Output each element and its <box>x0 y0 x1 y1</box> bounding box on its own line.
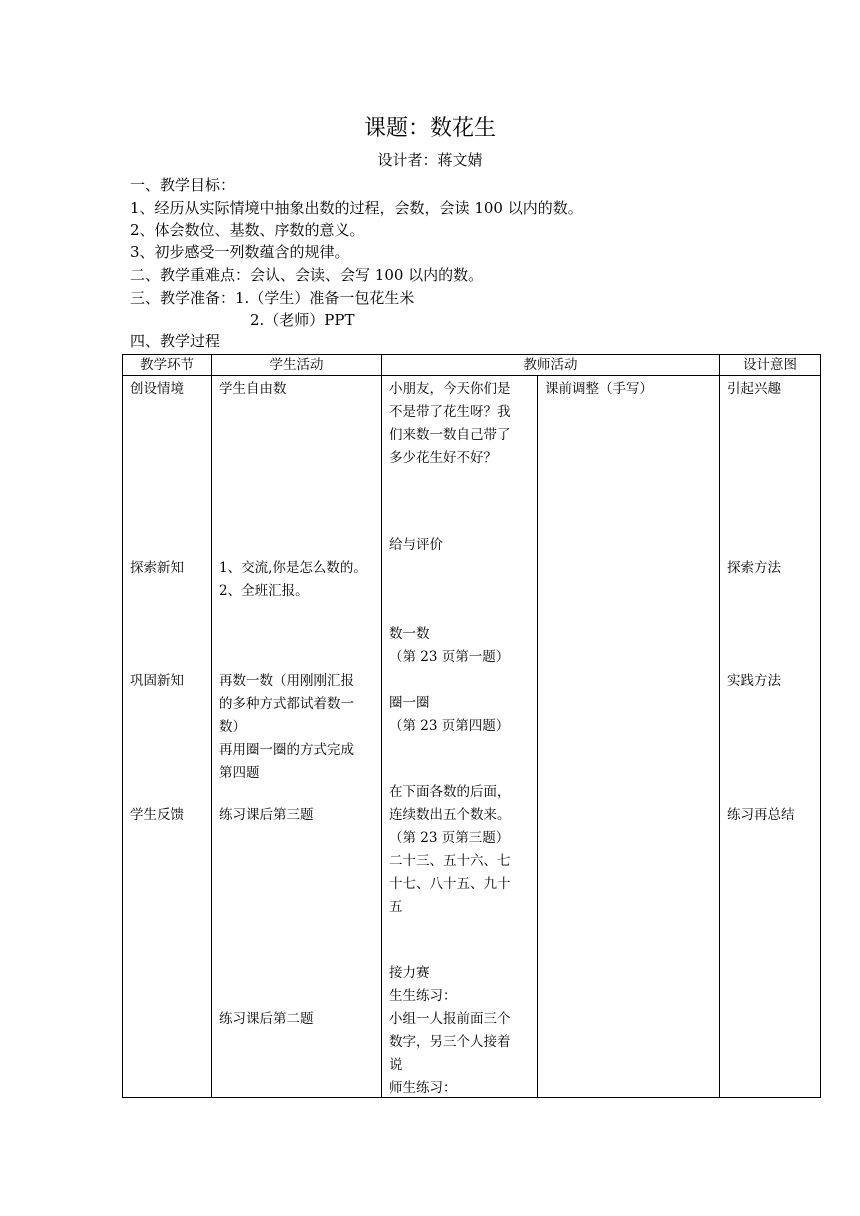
intent-1: 引起兴趣 <box>727 381 781 397</box>
header-design-intent: 设计意图 <box>720 355 821 376</box>
student-activity-3: 再数一数（用刚刚汇报 的多种方式都试着数一 数） 再用圈一圈的方式完成 第四题 <box>219 673 354 781</box>
handwritten-note: 课前调整（手写） <box>545 381 653 397</box>
stage-consolidate: 巩固新知 <box>130 673 184 689</box>
header-student-activity: 学生活动 <box>212 355 382 376</box>
student-activity-2: 1、交流,你是怎么数的。 2、全班汇报。 <box>219 560 367 599</box>
stage-feedback: 学生反馈 <box>130 807 184 823</box>
header-stage: 教学环节 <box>123 355 212 376</box>
preparation-1: 三、教学准备：1.（学生）准备一包花生米 <box>130 289 415 307</box>
intent-2: 探索方法 <box>727 560 781 576</box>
table-row <box>123 376 821 1098</box>
goals-heading: 一、教学目标： <box>130 176 236 194</box>
document-title: 课题：数花生 <box>363 116 496 141</box>
intent-3: 实践方法 <box>727 673 781 689</box>
student-activity-1: 学生自由数 <box>219 381 287 397</box>
goal-item-2: 2、体会数位、基数、序数的意义。 <box>130 221 365 239</box>
header-teacher-activity: 教师活动 <box>382 355 720 376</box>
teacher-activity-5: 在下面各数的后面， 连续数出五个数来。 （第 23 页第三题） 二十三、五十六、七 十七、八十五、九十 五 <box>389 784 511 915</box>
stage-explore-new: 探索新知 <box>130 560 184 576</box>
preparation-2: 2.（老师）PPT <box>250 311 355 329</box>
lesson-process-table <box>122 354 821 1098</box>
design-intent-column <box>720 376 821 1098</box>
stage-create-situation: 创设情境 <box>130 381 184 397</box>
teacher-activity-1: 小朋友，今天你们是 不是带了花生呀？我 们来数一数自己带了 多少花生好不好？ <box>389 381 511 466</box>
teacher-activity-column <box>382 376 538 1098</box>
intent-4: 练习再总结 <box>727 807 795 823</box>
student-activity-column <box>212 376 382 1098</box>
goal-item-3: 3、初步感受一列数蕴含的规律。 <box>130 243 350 261</box>
teacher-activity-4: 圈一圈 （第 23 页第四题） <box>389 695 510 734</box>
teacher-activity-3: 数一数 （第 23 页第一题） <box>389 626 510 665</box>
student-activity-5: 练习课后第二题 <box>219 1011 314 1027</box>
table-header-row <box>123 355 821 376</box>
teacher-activity-6: 接力赛 生生练习： 小组一人报前面三个 数字，另三个人接着 说 师生练习： <box>389 965 511 1096</box>
designer-line: 设计者：蒋文婧 <box>377 151 483 169</box>
goal-item-1: 1、经历从实际情境中抽象出数的过程，会数，会读 100 以内的数。 <box>130 199 583 217</box>
student-activity-4: 练习课后第三题 <box>219 807 314 823</box>
handwritten-note-column <box>538 376 720 1098</box>
key-points: 二、教学重难点：会认、会读、会写 100 以内的数。 <box>130 266 484 284</box>
teacher-activity-2: 给与评价 <box>389 537 443 553</box>
stage-column <box>123 376 212 1098</box>
process-heading: 四、教学过程 <box>130 332 221 350</box>
